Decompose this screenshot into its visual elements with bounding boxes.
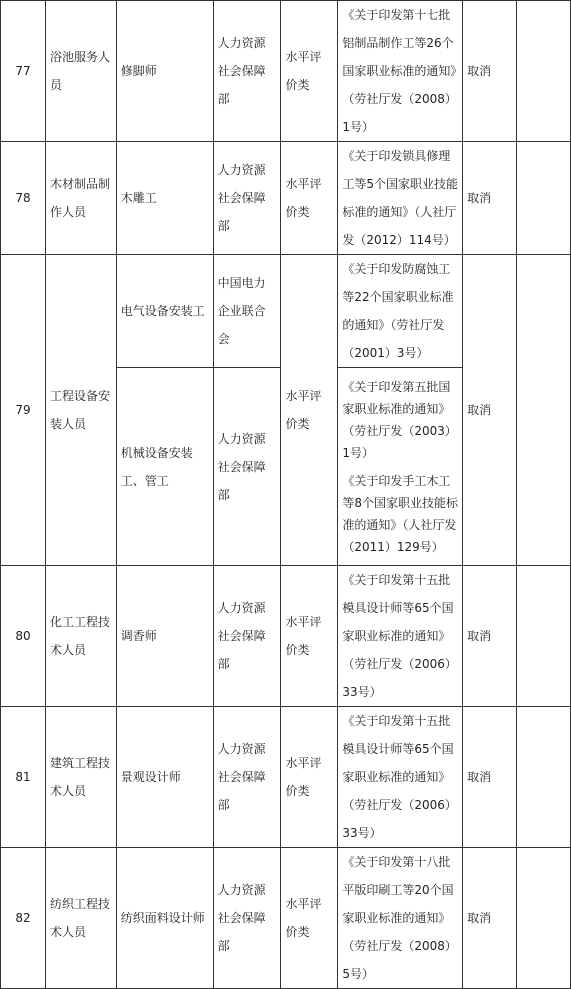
basis-cell [338, 368, 463, 566]
remark-cell [517, 142, 571, 255]
table-row [1, 142, 571, 255]
occupation-cell: 纺织面料设计师 [116, 848, 213, 989]
category-cell: 浴池服务人员 [45, 1, 116, 142]
department-cell: 人力资源社会保障部 [213, 566, 281, 707]
row-number: 81 [1, 707, 46, 848]
table-row [1, 255, 571, 368]
remark-cell [517, 566, 571, 707]
department-cell: 人力资源社会保障部 [213, 707, 281, 848]
row-number: 82 [1, 848, 46, 989]
department-cell: 人力资源社会保障部 [213, 848, 281, 989]
type-cell: 水平评价类 [281, 1, 338, 142]
remark-cell [517, 707, 571, 848]
category-cell: 木材制品制作人员 [45, 142, 116, 255]
category-cell: 工程设备安装人员 [45, 255, 116, 566]
occupation-cell: 机械设备安装工、管工 [116, 368, 213, 566]
table-row [1, 848, 571, 989]
row-number: 79 [1, 255, 46, 566]
row-number: 78 [1, 142, 46, 255]
type-cell: 水平评价类 [281, 566, 338, 707]
result-cell: 取消 [463, 848, 517, 989]
occupation-cell: 调香师 [116, 566, 213, 707]
row-number: 80 [1, 566, 46, 707]
basis-cell: 《关于印发锁具修理工等5个国家职业技能标准的通知》（人社厅发（2012）114号） [338, 142, 463, 255]
department-cell: 人力资源社会保障部 [213, 142, 281, 255]
category-cell: 化工工程技术人员 [45, 566, 116, 707]
result-cell: 取消 [463, 255, 517, 566]
result-cell: 取消 [463, 142, 517, 255]
basis-text: 《关于印发第五批国家职业标准的通知》（劳社厅发（2003）1号） [342, 379, 457, 460]
basis-cell: 《关于印发第十七批铝制品制作工等26个国家职业标准的通知》（劳社厅发（2008）1号） [338, 1, 463, 142]
basis-cell: 《关于印发第十八批平版印刷工等20个国家职业标准的通知》（劳社厅发（2008）5号） [338, 848, 463, 989]
basis-cell: 《关于印发第十五批模具设计师等65个国家职业标准的通知》（劳社厅发（2006）33号） [338, 566, 463, 707]
category-cell: 建筑工程技术人员 [45, 707, 116, 848]
basis-text: 《关于印发手工木工等8个国家职业技能标准的通知》（人社厅发（2011）129号） [342, 473, 458, 554]
department-cell: 人力资源社会保障部 [213, 368, 281, 566]
basis-cell: 《关于印发防腐蚀工等22个国家职业标准的通知》（劳社厅发（2001）3号） [338, 255, 463, 368]
basis-cell: 《关于印发第十五批模具设计师等65个国家职业标准的通知》（劳社厅发（2006）33号） [338, 707, 463, 848]
department-cell: 人力资源社会保障部 [213, 1, 281, 142]
department-cell: 中国电力企业联合会 [213, 255, 281, 368]
result-cell: 取消 [463, 707, 517, 848]
occupation-cell: 景观设计师 [116, 707, 213, 848]
category-cell: 纺织工程技术人员 [45, 848, 116, 989]
table-row [1, 566, 571, 707]
row-number: 77 [1, 1, 46, 142]
result-cell: 取消 [463, 1, 517, 142]
occupation-cell: 修脚师 [116, 1, 213, 142]
result-cell: 取消 [463, 566, 517, 707]
type-cell: 水平评价类 [281, 848, 338, 989]
type-cell: 水平评价类 [281, 255, 338, 566]
remark-cell [517, 255, 571, 566]
remark-cell [517, 848, 571, 989]
type-cell: 水平评价类 [281, 707, 338, 848]
type-cell: 水平评价类 [281, 142, 338, 255]
occupation-cell: 木雕工 [116, 142, 213, 255]
remark-cell [517, 1, 571, 142]
table-row [1, 1, 571, 142]
table-row [1, 707, 571, 848]
occupation-cell: 电气设备安装工 [116, 255, 213, 368]
